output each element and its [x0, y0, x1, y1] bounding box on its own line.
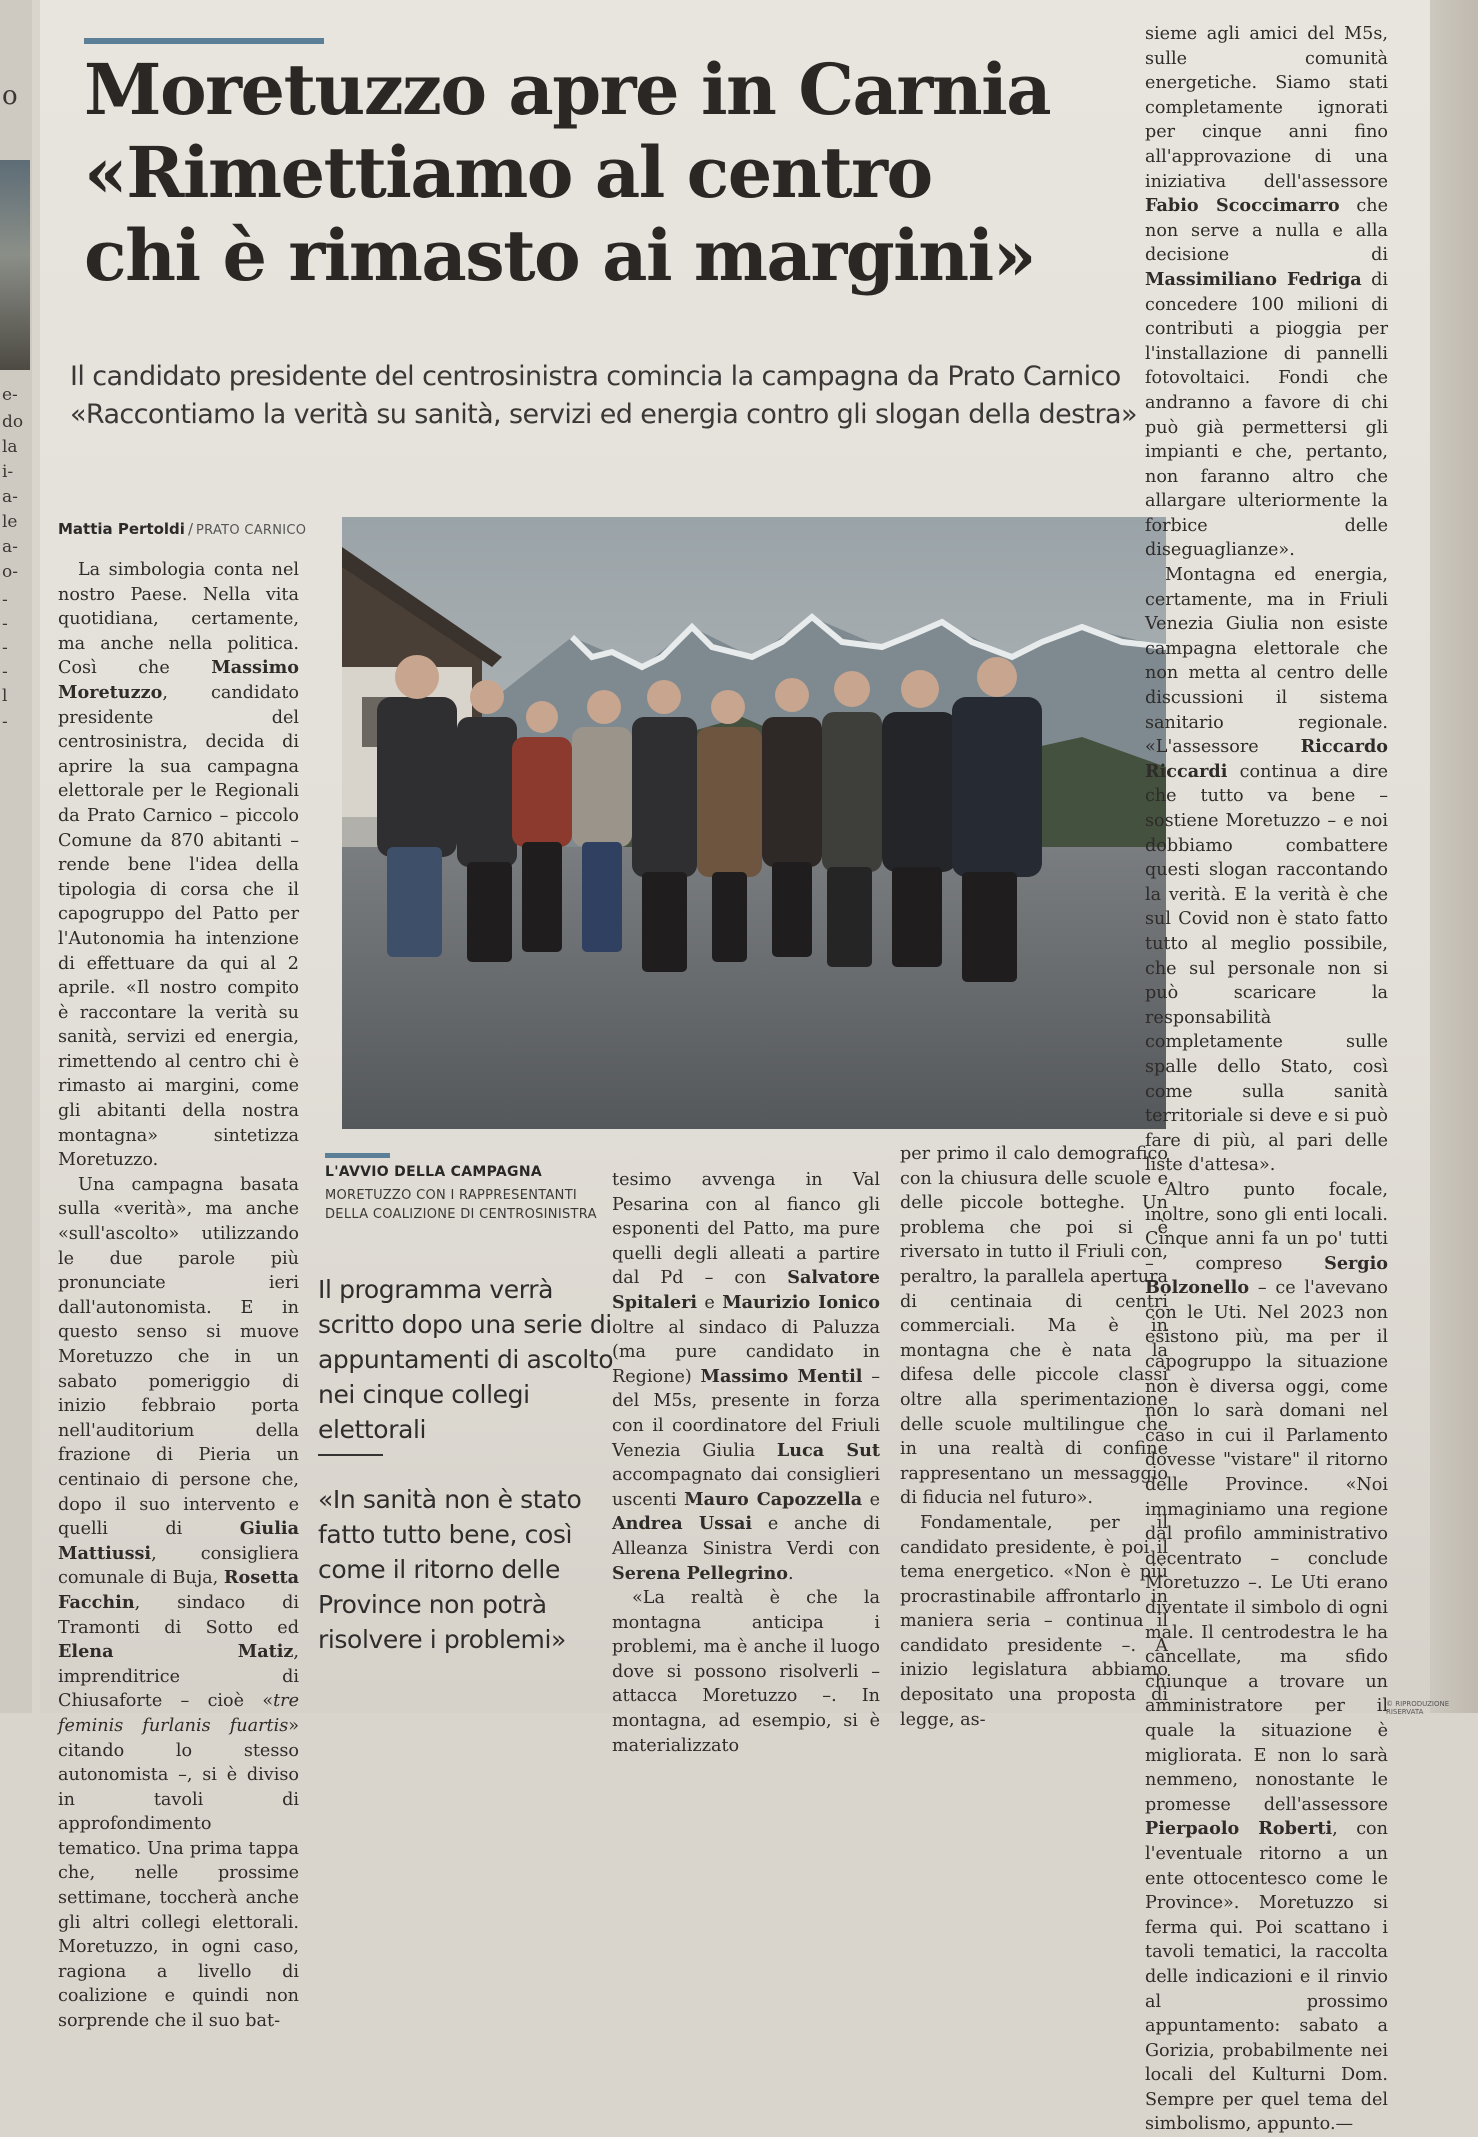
text: – del M5s, presente in forza con il coordinatore del Friuli Venezia Giulia — [612, 1366, 880, 1461]
paragraph: «La realtà è che la montagna anticipa i problemi, ma è anche il luogo dove si possono risolverli – attacca Moretuzzo –. In montagna, ad esempio, si è materializzato — [612, 1588, 880, 1756]
person-name: Riccardo Riccardi — [1145, 736, 1388, 782]
paragraph — [58, 1173, 299, 2034]
prev-page-fragment: a- — [2, 537, 18, 557]
paragraph — [612, 1168, 880, 1586]
paragraph: Fondamentale, per il candidato presidente, è poi il tema energetico. «Non è più procrastinabile affrontarlo in maniera seria – continua il candidato presidente –. A inizio legislatura abbiamo depositato una proposta di legge, as- — [900, 1512, 1168, 1730]
person-name: Salvatore Spitaleri — [612, 1267, 880, 1313]
text: , candidato presidente del centrosinistra, decida di aprire la sua campagna elettorale per le Regionali da Prato Carnico – piccolo Comune da 870 abitanti – rende bene l'idea della tipologia di corsa che il capogruppo del Patto per l'Autonomia ha intenzione di effettuare da qui al 2 aprile. «Il nostro compito è raccontare la verità su sanità, servizi ed energia, rimettendo al centro chi è rimasto ai margini, come gli abitanti della nostra montagna» sintetizza Moretuzzo. — [58, 682, 299, 1171]
text: e anche di Alleanza Sinistra Verdi con — [612, 1514, 881, 1559]
text: » citando lo stesso autonomista –, si è diviso in tavoli di approfondimento tematico. Una prima tappa che, nelle prossime settimane, toccherà anche gli altri collegi elettorali. Moretuzzo, in ogni caso, ragiona a livello di coalizione e quindi non sorprende che il suo bat- — [58, 1715, 299, 2032]
headline-line-2: «Rimettiamo al centro — [84, 131, 932, 214]
prev-page-fragment: do — [2, 412, 24, 432]
person-name: Serena Pellegrino — [612, 1562, 788, 1584]
text: . — [787, 1563, 794, 1584]
byline — [58, 520, 306, 538]
prev-page-fragment: - — [2, 712, 8, 732]
text: sieme agli amici del M5s, sulle comunità energetiche. Siamo stati completamente ignorati per cinque anni fino all'approvazione di una iniziativa dell'assessore — [1145, 24, 1388, 192]
text: di concedere 100 milioni di contributi a pioggia per l'installazione di pannelli fotovoltaici. Fondi che andranno a favore di chi può già permettersi gli impianti e che, pertanto, non faranno altro che allargare ulteriormente la forbice delle diseguaglianze». — [1145, 269, 1388, 561]
headline — [84, 48, 1124, 297]
prev-page-fragment: a- — [2, 487, 18, 507]
prev-page-fragment: - — [2, 638, 8, 658]
pull-quote-divider — [318, 1454, 383, 1456]
paragraph — [1145, 563, 1388, 1178]
prev-page-fragment: o — [2, 81, 18, 111]
text: e — [862, 1489, 880, 1510]
article-column-1 — [58, 558, 299, 2034]
pull-quote-2: «In sanità non è stato fatto tutto bene, così come il ritorno delle Province non potrà risolvere i problemi» — [318, 1485, 582, 1654]
person-name: Sergio Bolzonello — [1145, 1252, 1388, 1299]
text: Una campagna basata sulla «verità», ma anche «sull'ascolto» utilizzando le due parole più pronunciate ieri dall'autonomista. E in questo senso si muove Moretuzzo che in un sabato pomeriggio di inizio febbraio porta nell'auditorium della frazione di Pieria un centinaio di persone che, dopo il suo intervento e quelli di — [58, 1174, 299, 1540]
headline-accent-rule — [84, 38, 324, 44]
paragraph — [1145, 1178, 1388, 2137]
prev-page-fragment: le — [2, 512, 18, 532]
byline-place: PRATO CARNICO — [196, 523, 307, 538]
headline-line-1: Moretuzzo apre in Carnia — [84, 48, 1051, 131]
text: continua a dire che tutto va bene – sostiene Moretuzzo – e noi dobbiamo combattere questi slogan raccontando la verità. E la verità è che sul Covid non è stato fatto tutto al meglio possibile, che sul personale non si può scaricare la responsabilità completamente sulle spalle dello Stato, così come sulla sanità territoriale si deve e si può fare di più, al pari delle liste d'attesa». — [1145, 761, 1388, 1176]
text: , consigliera comunale di Buja, — [58, 1543, 299, 1589]
prev-page-fragment: - — [2, 590, 8, 610]
person-name: Fabio Scoccimarro — [1145, 195, 1340, 217]
text: , sindaco di Tramonti di Sotto ed — [58, 1592, 299, 1638]
previous-page-edge — [0, 0, 32, 1713]
photo-caption-title: L'AVVIO DELLA CAMPAGNA — [325, 1164, 542, 1180]
subhead-line-2: «Raccontiamo la verità su sanità, servizi ed energia contro gli slogan della destra» — [70, 399, 1137, 430]
prev-page-fragment: la — [2, 437, 18, 457]
text: accompagnato dai consiglieri uscenti — [612, 1465, 880, 1510]
prev-page-fragment: o- — [2, 562, 18, 582]
article-column-4 — [1145, 22, 1388, 2137]
prev-page-fragment: i- — [2, 462, 14, 482]
subheadline — [70, 358, 1140, 434]
text: , imprenditrice di Chiusaforte – cioè « — [58, 1642, 299, 1712]
prev-page-fragment: - — [2, 614, 8, 634]
article-photo — [342, 517, 1166, 1129]
next-page-edge — [1430, 0, 1478, 1713]
person-name: Rosetta Facchin — [58, 1567, 299, 1613]
article-column-3 — [900, 1142, 1168, 1732]
text: e — [697, 1292, 723, 1313]
person-name: Luca Sut — [776, 1439, 880, 1461]
person-name: Massimo Mentil — [700, 1365, 863, 1387]
headline-line-3: chi è rimasto ai margini» — [84, 214, 1035, 297]
text: tesimo avvenga in Val Pesarina con al fianco gli esponenti del Patto, ma pure quelli degli alleati a partire dal Pd – con — [612, 1170, 880, 1289]
person-name: Maurizio Ionico — [722, 1291, 880, 1313]
byline-author: Mattia Pertoldi — [58, 520, 185, 538]
prev-page-fragment: l — [2, 686, 8, 706]
person-name: Giulia Mattiussi — [58, 1518, 299, 1564]
person-name: Massimo Moretuzzo — [58, 657, 299, 703]
pull-quote-1: Il programma verrà scritto dopo una serie di appuntamenti di ascolto nei cinque collegi elettorali — [318, 1275, 614, 1444]
photo-caption-text: MORETUZZO CON I RAPPRESENTANTI DELLA COALIZIONE DI CENTROSINISTRA — [325, 1188, 597, 1222]
text: Altro punto focale, inoltre, sono gli enti locali. Cinque anni fa un po' tutti – compreso — [1145, 1179, 1388, 1274]
italic-quote: tre feminis furlanis fuartis — [58, 1691, 299, 1736]
paragraph — [58, 558, 299, 1173]
text: , con l'eventuale ritorno a un ente ottocentesco come le Province». Moretuzzo si ferma qui. Poi scattano i tavoli tematici, la raccolta delle indicazioni e il rinvio al prossimo appuntamento: sabato a Gorizia, probabilmente nei locali del Kulturni Dom. Sempre per quel tema del simbolismo, appunto.— — [1145, 1819, 1388, 2135]
text: La simbologia conta nel nostro Paese. Nella vita quotidiana, certamente, ma anche nella politica. Così che — [58, 560, 299, 679]
prev-page-fragment: e- — [2, 385, 18, 405]
prev-page-photo-fragment — [0, 160, 30, 370]
copyright-notice: © RIPRODUZIONE RISERVATA — [1386, 1700, 1450, 1716]
subhead-line-1: Il candidato presidente del centrosinistra comincia la campagna da Prato Carnico — [70, 361, 1121, 392]
prev-page-fragment: - — [2, 662, 8, 682]
caption-accent-rule — [325, 1153, 390, 1158]
text: che non serve a nulla e alla decisione di — [1145, 196, 1388, 266]
person-name: Pierpaolo Roberti — [1145, 1818, 1333, 1840]
text: – ce l'avevano con le Uti. Nel 2023 non esistono più, ma per il capogruppo la situazione non è diversa oggi, come non lo sarà domani nel caso in cui il Parlamento dovesse "vistare" il ritorno delle Province. «Noi immaginiamo una regione dal profilo amministrativo decentrato – conclude Moretuzzo –. Le Uti erano diventate il simbolo di ogni male. Il centrodestra le ha cancellate, ma sfido chiunque a trovare un amministratore per il quale la situazione è migliorata. E non lo sarà nemmeno, nonostante le promesse dell'assessore — [1145, 1278, 1388, 1815]
text: oltre al sindaco di Paluzza (ma pure candidato in Regione) — [612, 1317, 880, 1387]
person-name: Massimiliano Fedriga — [1145, 268, 1362, 290]
group-photo-illustration — [342, 517, 1166, 1129]
paragraph — [1145, 22, 1388, 563]
person-name: Mauro Capozzella — [684, 1488, 863, 1510]
person-name: Elena Matiz — [58, 1641, 294, 1663]
person-name: Andrea Ussai — [612, 1513, 753, 1535]
byline-separator: / — [187, 520, 193, 538]
text: Montagna ed energia, certamente, ma in Friuli Venezia Giulia non esiste campagna elettorale che non metta al centro delle discussioni il sistema sanitario regionale. «L'assessore — [1145, 565, 1388, 758]
paragraph: per primo il calo demografico con la chiusura delle scuole e delle piccole botteghe. Un problema che poi si è riversato in tutto il Friuli con, peraltro, la parallela apertura di centinaia di centri commerciali. Ma è in montagna che è nata la difesa delle piccole classi oltre alla sperimentazione delle scuole multilingue che in una realtà di confine rappresentano un messaggio di fiducia nel futuro». — [900, 1144, 1168, 1509]
article-column-2 — [612, 1168, 880, 1758]
